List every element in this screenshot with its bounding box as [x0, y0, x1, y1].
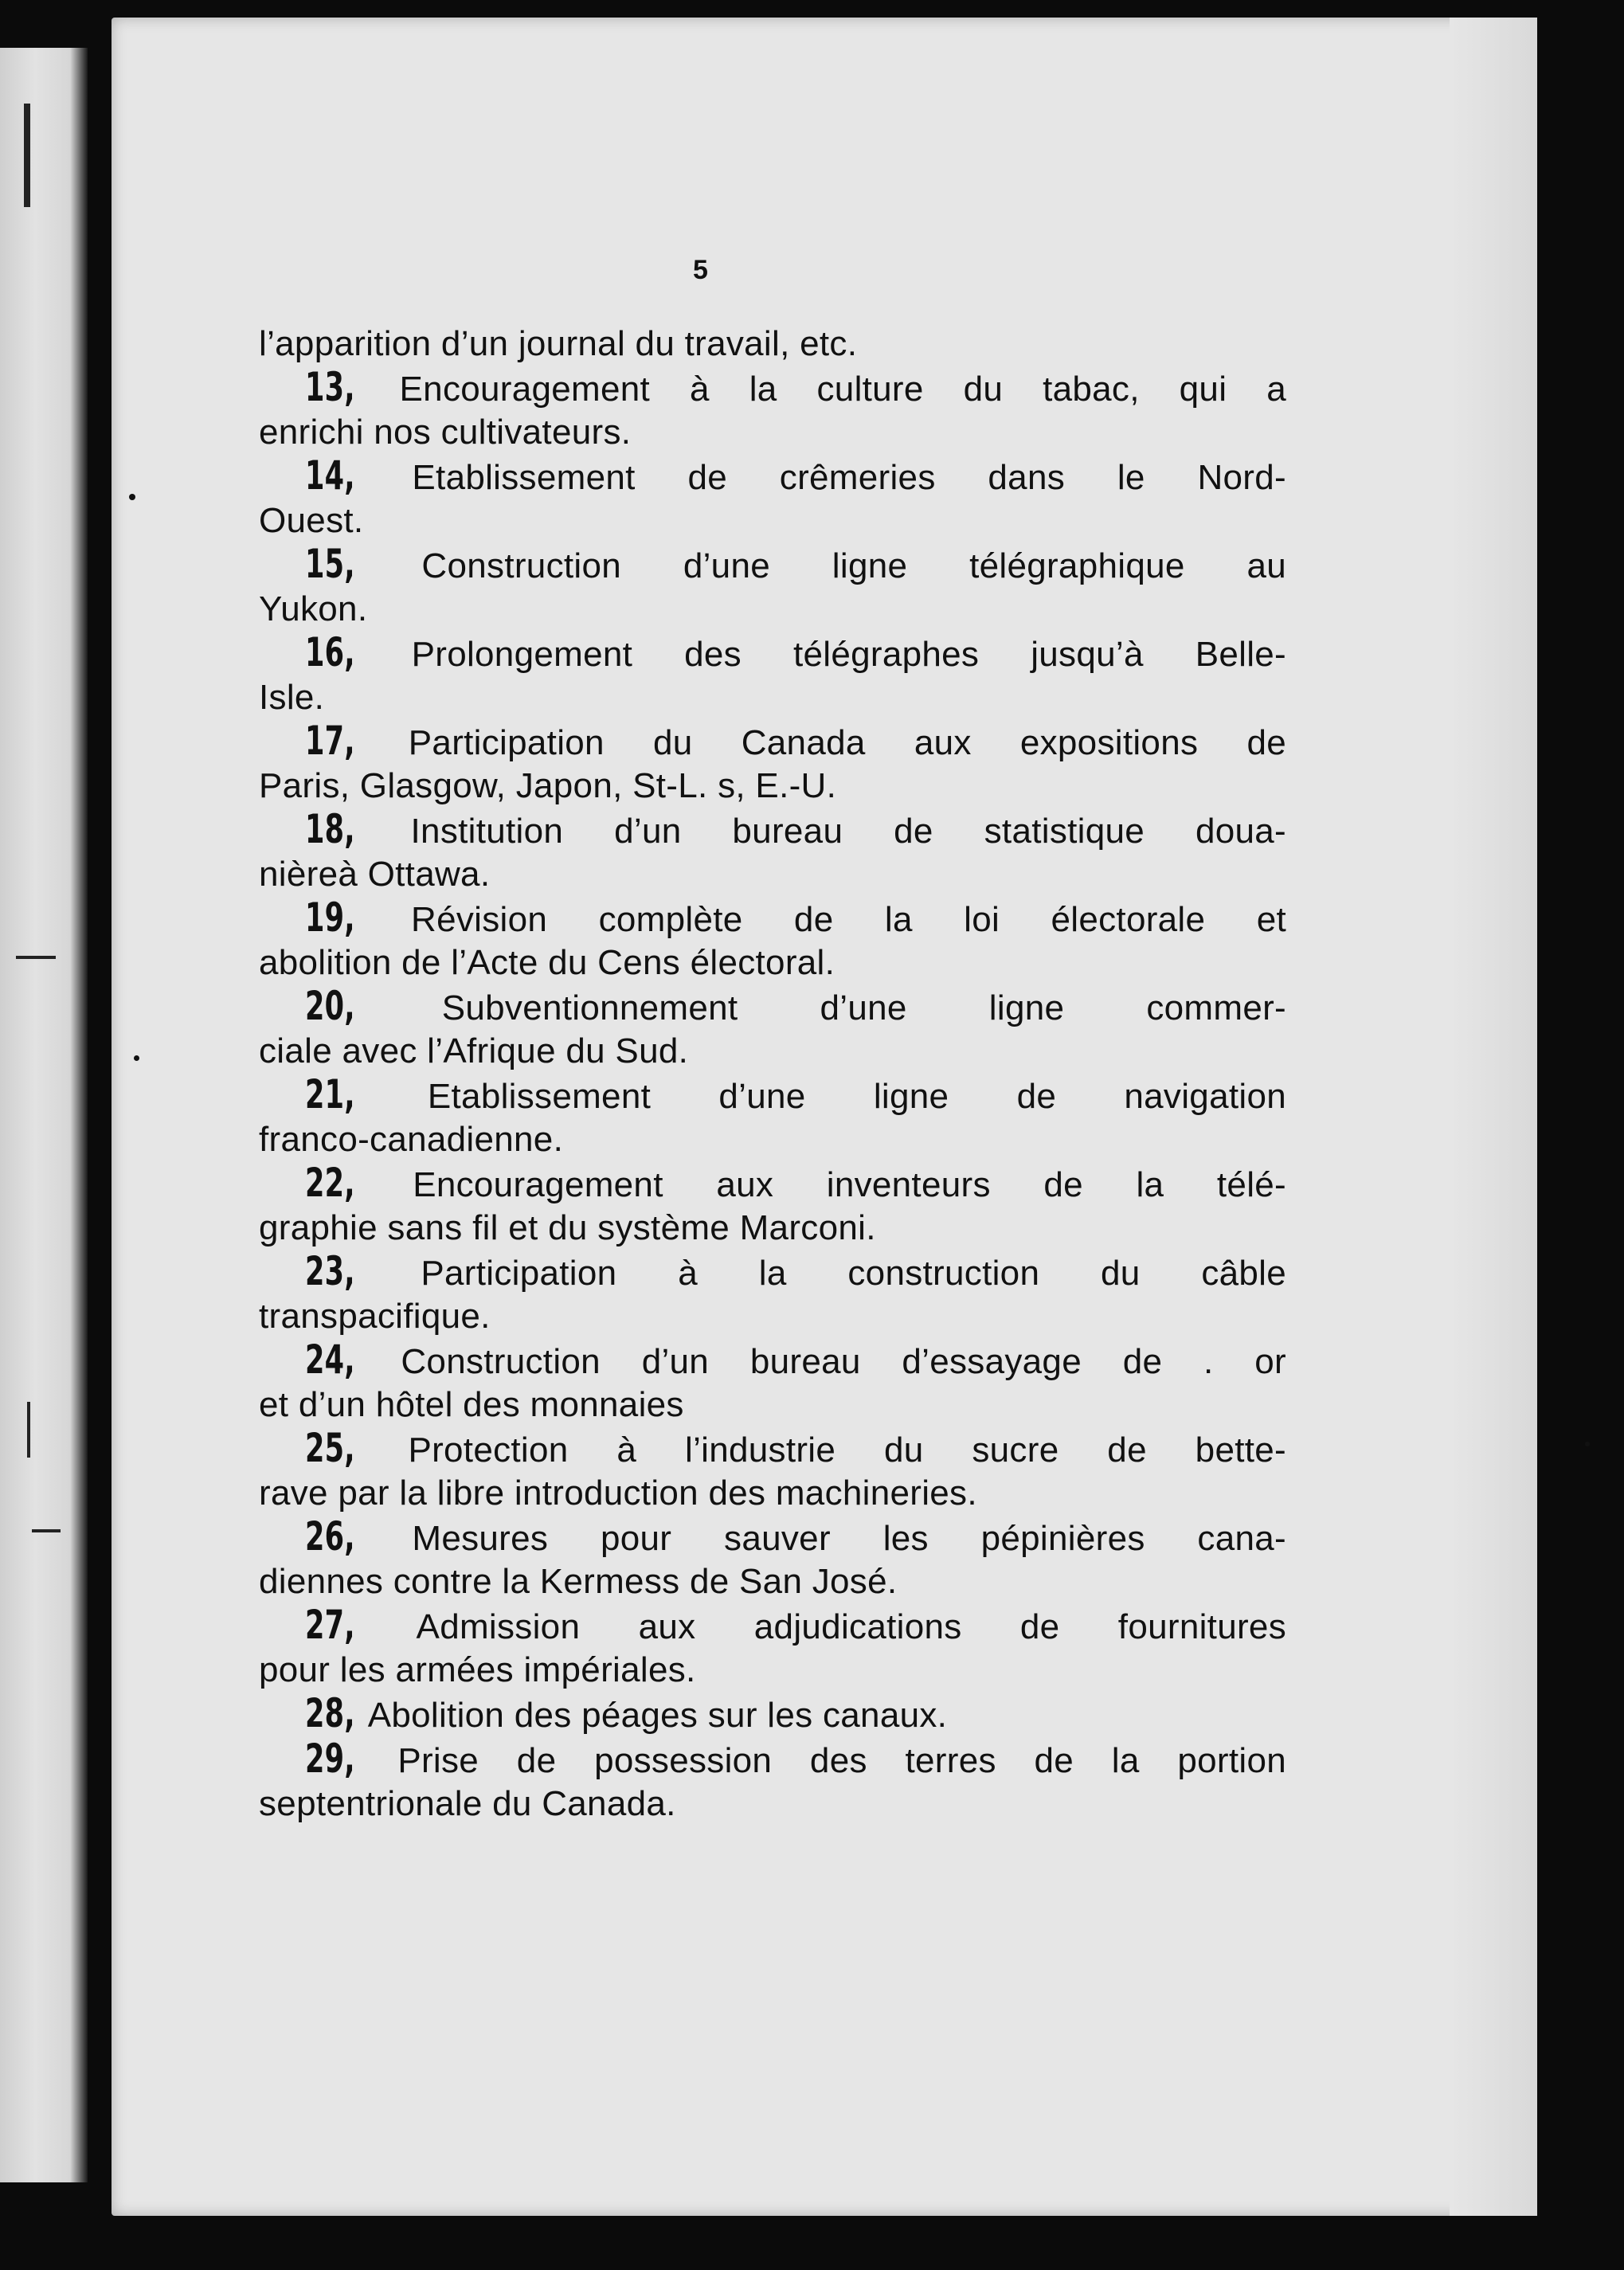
- list-item: [259, 719, 1286, 765]
- list-item-continuation: [259, 1207, 1286, 1250]
- item-number: 13,: [305, 364, 355, 410]
- item-text: Encouragement à la culture du tabac, qui a: [399, 370, 1286, 409]
- page-speck: [129, 494, 135, 500]
- list-item-continuation: [259, 853, 1286, 896]
- item-text: Prolongement des télégraphes jusqu’à Belle-: [411, 635, 1287, 674]
- item-number: 15,: [305, 541, 355, 587]
- list-item-continuation: [259, 1472, 1286, 1515]
- item-text: Yukon.: [259, 589, 368, 628]
- list-item: [259, 1515, 1286, 1560]
- list-item-continuation: [259, 1384, 1286, 1427]
- list-item: [259, 1338, 1286, 1384]
- page-body: [259, 323, 1286, 1826]
- item-number: 21,: [305, 1071, 355, 1117]
- item-text: Admission aux adjudications de fournitures: [416, 1607, 1286, 1646]
- item-text: abolition de l’Acte du Cens électoral.: [259, 943, 835, 982]
- list-item: [259, 366, 1286, 411]
- list-item-continuation: [259, 765, 1286, 808]
- list-item-continuation: [259, 1560, 1286, 1603]
- list-item: [259, 631, 1286, 676]
- item-text: ciale avec l’Afrique du Sud.: [259, 1031, 689, 1070]
- item-text: Prise de possession des terres de la portion: [397, 1741, 1286, 1780]
- numbered-list: [259, 366, 1286, 1826]
- list-item: [259, 1427, 1286, 1472]
- item-text: Ouest.: [259, 501, 364, 540]
- item-text: Isle.: [259, 678, 325, 717]
- item-number: 16,: [305, 629, 355, 675]
- list-item-continuation: [259, 588, 1286, 631]
- list-item-continuation: [259, 1649, 1286, 1692]
- list-item-continuation: [259, 1030, 1286, 1073]
- page-speck: [134, 1055, 139, 1061]
- binding-mark: [24, 104, 30, 207]
- item-text: Etablissement de crêmeries dans le Nord-: [412, 458, 1286, 497]
- item-text: nièreà Ottawa.: [259, 855, 491, 894]
- item-number: 14,: [305, 452, 355, 499]
- list-item: [259, 1250, 1286, 1295]
- item-text: Mesures pour sauver les pépinières cana-: [412, 1519, 1286, 1558]
- item-text: enrichi nos cultivateurs.: [259, 413, 632, 452]
- item-text: Construction d’un bureau d’essayage de . or: [401, 1342, 1286, 1381]
- item-text: transpacifique.: [259, 1297, 491, 1336]
- item-number: 28,: [305, 1690, 355, 1736]
- item-text: graphie sans fil et du système Marconi.: [259, 1208, 876, 1247]
- list-item-continuation: [259, 1118, 1286, 1161]
- list-item: [259, 1073, 1286, 1118]
- list-item: [259, 808, 1286, 853]
- list-item-continuation: [259, 676, 1286, 719]
- item-text: Construction d’une ligne télégraphique au: [421, 546, 1286, 585]
- item-number: 23,: [305, 1248, 355, 1294]
- list-item: [259, 542, 1286, 588]
- opening-line: l’apparition d’un journal du travail, etc.: [259, 324, 858, 363]
- binding-mark: [16, 956, 56, 959]
- item-text: Abolition des péages sur les canaux.: [367, 1696, 948, 1735]
- list-item: [259, 1737, 1286, 1783]
- page-number: 5: [693, 255, 708, 285]
- item-text: septentrionale du Canada.: [259, 1784, 676, 1823]
- item-number: 19,: [305, 894, 355, 941]
- item-number: 27,: [305, 1602, 355, 1648]
- item-text: pour les armées impériales.: [259, 1650, 696, 1689]
- item-text: Révision complète de la loi électorale et: [411, 900, 1286, 939]
- item-text: diennes contre la Kermess de San José.: [259, 1562, 898, 1601]
- page-edge-shading: [1450, 18, 1537, 2216]
- item-text: Institution d’un bureau de statistique doua-: [410, 812, 1286, 851]
- item-number: 29,: [305, 1736, 355, 1782]
- list-item-continuation: [259, 499, 1286, 542]
- item-text: Paris, Glasgow, Japon, St-L. s, E.-U.: [259, 766, 837, 805]
- list-item: [259, 896, 1286, 941]
- binding-mark: [32, 1529, 61, 1532]
- item-text: Participation à la construction du câble: [421, 1254, 1287, 1293]
- page-speck: [1585, 1442, 1590, 1446]
- list-item-continuation: [259, 411, 1286, 454]
- item-text: Encouragement aux inventeurs de la télé-: [413, 1165, 1286, 1204]
- item-text: Subventionnement d’une ligne commer-: [441, 988, 1287, 1027]
- item-text: Protection à l’industrie du sucre de bette-: [408, 1430, 1286, 1470]
- binding-mark: [27, 1402, 30, 1458]
- item-number: 20,: [305, 983, 355, 1029]
- list-item: [259, 1161, 1286, 1207]
- list-item-continuation: [259, 1783, 1286, 1826]
- item-text: rave par la libre introduction des machineries.: [259, 1474, 977, 1513]
- item-text: Etablissement d’une ligne de navigation: [427, 1077, 1286, 1116]
- item-number: 18,: [305, 806, 355, 852]
- list-item: [259, 454, 1286, 499]
- item-number: 22,: [305, 1160, 355, 1206]
- item-number: 17,: [305, 718, 355, 764]
- list-item: [259, 1692, 1286, 1737]
- list-item: [259, 984, 1286, 1030]
- list-item-continuation: [259, 1295, 1286, 1338]
- previous-page-edge: [0, 48, 88, 2182]
- item-text: et d’un hôtel des monnaies: [259, 1385, 684, 1424]
- item-text: franco-canadienne.: [259, 1120, 564, 1159]
- list-item: [259, 1603, 1286, 1649]
- item-number: 24,: [305, 1337, 355, 1383]
- item-number: 26,: [305, 1513, 355, 1560]
- item-text: Participation du Canada aux expositions de: [408, 723, 1286, 762]
- list-item-continuation: [259, 941, 1286, 984]
- item-number: 25,: [305, 1425, 355, 1471]
